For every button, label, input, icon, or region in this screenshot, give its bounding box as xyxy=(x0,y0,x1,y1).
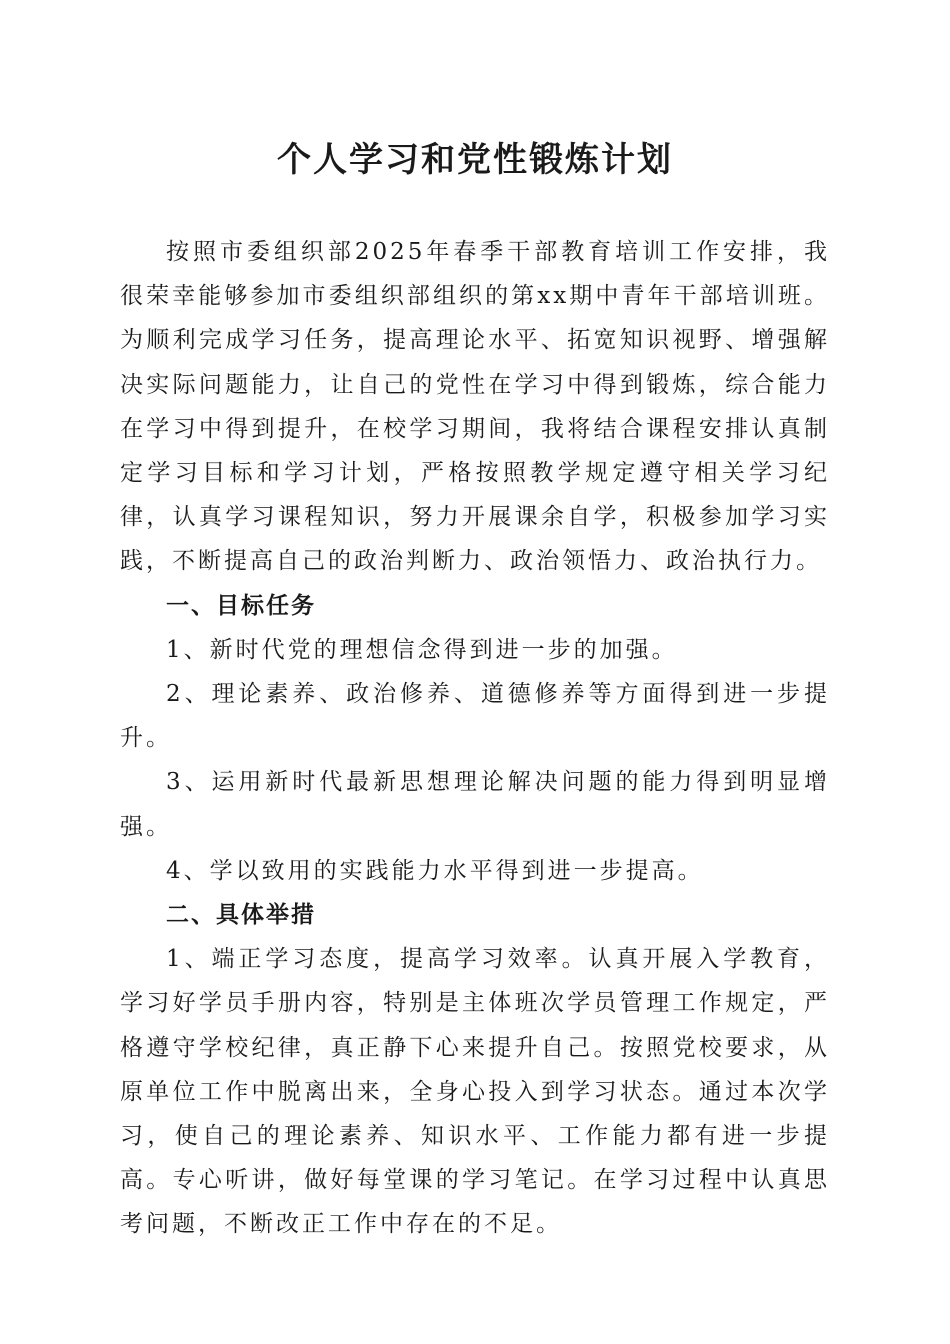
document-body xyxy=(120,230,830,1247)
document-title: 个人学习和党性锻炼计划 xyxy=(277,140,673,180)
section-heading-goals: 一、目标任务 xyxy=(166,591,316,619)
goal-item-2: 2、理论素养、政治修养、道德修养等方面得到进一步提升。 xyxy=(120,681,830,752)
goal-item-3: 3、运用新时代最新思想理论解决问题的能力得到明显增强。 xyxy=(120,769,830,840)
goal-item-4: 4、学以致用的实践能力水平得到进一步提高。 xyxy=(166,857,704,884)
goal-item-1: 1、新时代党的理想信念得到进一步的加强。 xyxy=(166,636,678,663)
intro-paragraph: 按照市委组织部2025年春季干部教育培训工作安排，我很荣幸能够参加市委组织部组织的第xx期中青年干部培训班。为顺利完成学习任务，提高理论水平、拓宽知识视野、增强解决实际问题能力，让自己的党性在学习中得到锻炼，综合能力在学习中得到提升，在校学习期间，我将结合课程安排认真制定学习目标和学习计划，严格按照教学规定遵守相关学习纪律，认真学习课程知识，努力开展课余自学，积极参加学习实践，不断提高自己的政治判断力、政治领悟力、政治执行力。 xyxy=(120,239,830,575)
measure-item-1: 1、端正学习态度，提高学习效率。认真开展入学教育，学习好学员手册内容，特别是主体班次学员管理工作规定，严格遵守学校纪律，真正静下心来提升自己。按照党校要求，从原单位工作中脱离出来，全身心投入到学习状态。通过本次学习，使自己的理论素养、知识水平、工作能力都有进一步提高。专心听讲，做好每堂课的学习笔记。在学习过程中认真思考问题，不断改正工作中存在的不足。 xyxy=(120,946,830,1238)
section-heading-measures: 二、具体举措 xyxy=(166,901,316,929)
